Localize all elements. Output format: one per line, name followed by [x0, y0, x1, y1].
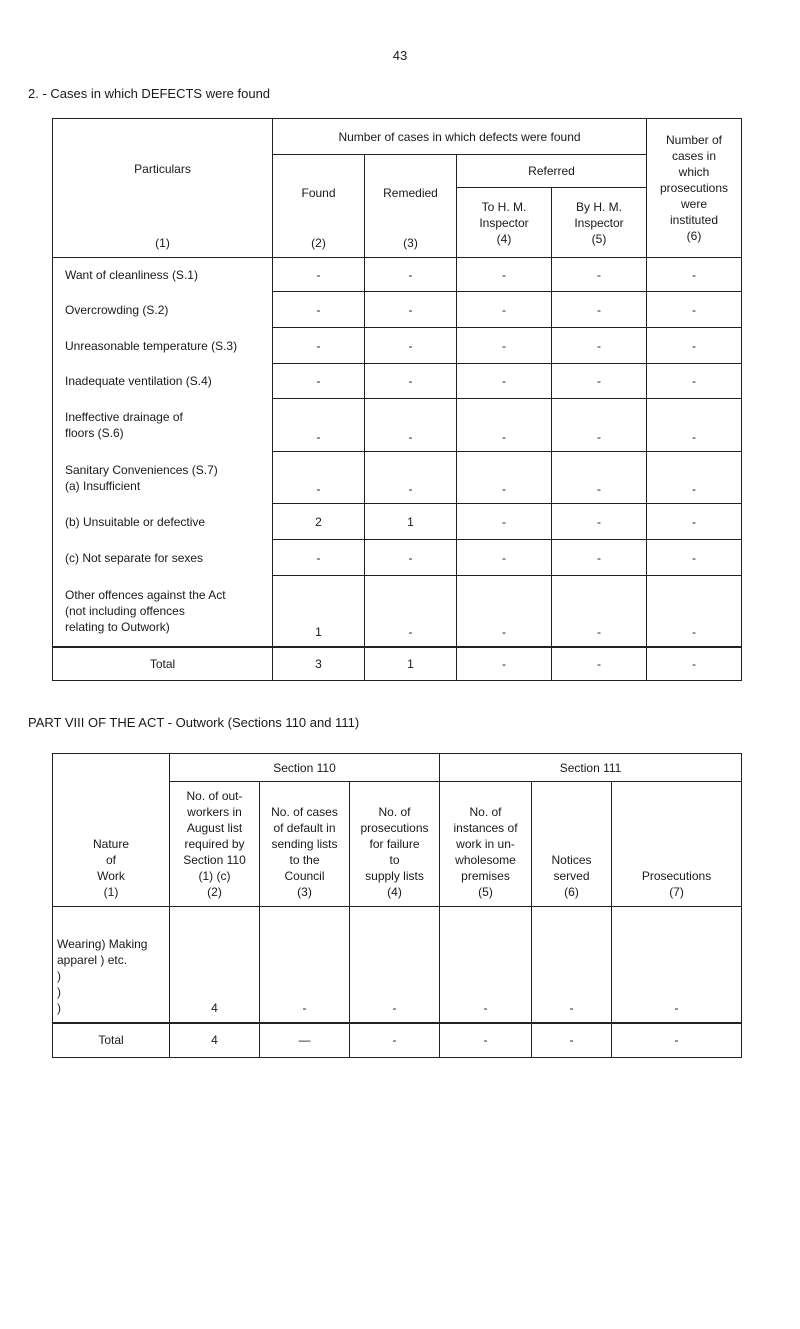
- row-label: Overcrowding (S.2): [53, 292, 273, 328]
- cell: -: [365, 258, 457, 292]
- cell: -: [612, 1023, 742, 1058]
- cell: -: [647, 452, 742, 504]
- cell: -: [440, 1023, 532, 1058]
- cell: -: [532, 907, 612, 1023]
- cell: -: [647, 399, 742, 452]
- cell: -: [273, 258, 365, 292]
- cell: -: [552, 399, 647, 452]
- table-row: [53, 504, 742, 540]
- cell: 1: [365, 647, 457, 681]
- cell: -: [273, 452, 365, 504]
- cell: -: [365, 540, 457, 576]
- cell: -: [365, 328, 457, 364]
- table-row: [53, 258, 742, 292]
- cell: -: [532, 1023, 612, 1058]
- found-header: [273, 155, 365, 258]
- total-label: Total: [53, 1023, 170, 1058]
- remedied-label: Remedied: [383, 186, 438, 200]
- defects-table: [52, 118, 742, 681]
- cell: -: [365, 364, 457, 399]
- cell: -: [350, 1023, 440, 1058]
- section-2-title: 2. - Cases in which DEFECTS were found: [28, 86, 271, 101]
- row-label: Ineffective drainage of floors (S.6): [53, 399, 273, 452]
- table-row: [53, 452, 742, 504]
- cell: -: [365, 292, 457, 328]
- cell: -: [365, 452, 457, 504]
- cell: -: [273, 292, 365, 328]
- row-label: Other offences against the Act (not including offences relating to Outwork): [53, 576, 273, 647]
- cell: -: [273, 540, 365, 576]
- cell: -: [273, 364, 365, 399]
- row-label: (b) Unsuitable or defective: [53, 504, 273, 540]
- cell: 3: [273, 647, 365, 681]
- cell: 2: [273, 504, 365, 540]
- cell: -: [457, 364, 552, 399]
- cell: -: [552, 328, 647, 364]
- section-110-header: Section 110: [170, 754, 440, 782]
- cell: -: [365, 576, 457, 647]
- prosecutions-header: Number of cases in which prosecutions were instituted (6): [647, 119, 742, 258]
- part-8-title: PART VIII OF THE ACT - Outwork (Sections 110 and 111): [28, 715, 360, 730]
- cell: -: [552, 647, 647, 681]
- cell: -: [260, 907, 350, 1023]
- cell: -: [457, 540, 552, 576]
- cell: -: [365, 399, 457, 452]
- cell: -: [552, 292, 647, 328]
- notices-served-header: Notices served (6): [532, 782, 612, 907]
- default-cases-header: No. of cases of default in sending lists to the Council (3): [260, 782, 350, 907]
- cell: -: [647, 647, 742, 681]
- table-row: [53, 399, 742, 452]
- table-row: [53, 328, 742, 364]
- cell: -: [647, 292, 742, 328]
- table-row: [53, 364, 742, 399]
- cell: -: [552, 504, 647, 540]
- outwork-table: [52, 753, 742, 1058]
- row-label: Want of cleanliness (S.1): [53, 258, 273, 292]
- cell: -: [647, 328, 742, 364]
- cell: -: [552, 364, 647, 399]
- row-label: Sanitary Conveniences (S.7) (a) Insufficient: [53, 452, 273, 504]
- cell: 1: [365, 504, 457, 540]
- outworkers-header: No. of out- workers in August list required by Section 110 (1) (c) (2): [170, 782, 260, 907]
- prosecutions-failure-header: No. of prosecutions for failure to supply lists (4): [350, 782, 440, 907]
- cell: 1: [273, 576, 365, 647]
- found-label: Found: [301, 186, 336, 200]
- table-row: [53, 540, 742, 576]
- cell: -: [457, 647, 552, 681]
- cell: -: [647, 364, 742, 399]
- particulars-num: (1): [155, 236, 170, 250]
- table-row: [53, 576, 742, 647]
- cell: -: [457, 399, 552, 452]
- number-of-cases-header: Number of cases in which defects were found: [273, 119, 647, 155]
- table-row: [53, 292, 742, 328]
- nature-of-work-header: Nature of Work (1): [53, 754, 170, 907]
- cell: -: [457, 258, 552, 292]
- prosecutions-header: Prosecutions (7): [612, 782, 742, 907]
- row-label: Unreasonable temperature (S.3): [53, 328, 273, 364]
- cell: -: [552, 258, 647, 292]
- cell: -: [457, 292, 552, 328]
- found-num: (2): [311, 236, 326, 250]
- unwholesome-instances-header: No. of instances of work in un- wholesome premises (5): [440, 782, 532, 907]
- cell: 4: [170, 1023, 260, 1058]
- cell: -: [457, 328, 552, 364]
- cell: -: [647, 540, 742, 576]
- by-hm-inspector-header: By H. M. Inspector (5): [552, 188, 647, 258]
- particulars-header: [53, 119, 273, 258]
- cell: -: [647, 258, 742, 292]
- cell: -: [612, 907, 742, 1023]
- cell: —: [260, 1023, 350, 1058]
- cell: -: [647, 576, 742, 647]
- cell: -: [552, 452, 647, 504]
- referred-header: Referred: [457, 155, 647, 188]
- row-label: Wearing) Making apparel ) etc. ) ) ): [53, 907, 170, 1023]
- remedied-num: (3): [403, 236, 418, 250]
- page-number: 43: [392, 48, 408, 63]
- cell: -: [440, 907, 532, 1023]
- cell: -: [273, 328, 365, 364]
- total-row: [53, 1023, 742, 1058]
- cell: -: [273, 399, 365, 452]
- particulars-label: Particulars: [134, 162, 191, 176]
- section-111-header: Section 111: [440, 754, 742, 782]
- total-row: [53, 647, 742, 681]
- total-label: Total: [53, 647, 273, 681]
- cell: -: [457, 576, 552, 647]
- cell: -: [552, 576, 647, 647]
- table-row: [53, 907, 742, 1023]
- cell: -: [552, 540, 647, 576]
- cell: -: [457, 452, 552, 504]
- cell: -: [457, 504, 552, 540]
- cell: -: [647, 504, 742, 540]
- to-hm-inspector-header: To H. M. Inspector (4): [457, 188, 552, 258]
- row-label: (c) Not separate for sexes: [53, 540, 273, 576]
- cell: 4: [170, 907, 260, 1023]
- cell: -: [350, 907, 440, 1023]
- row-label: Inadequate ventilation (S.4): [53, 364, 273, 399]
- remedied-header: [365, 155, 457, 258]
